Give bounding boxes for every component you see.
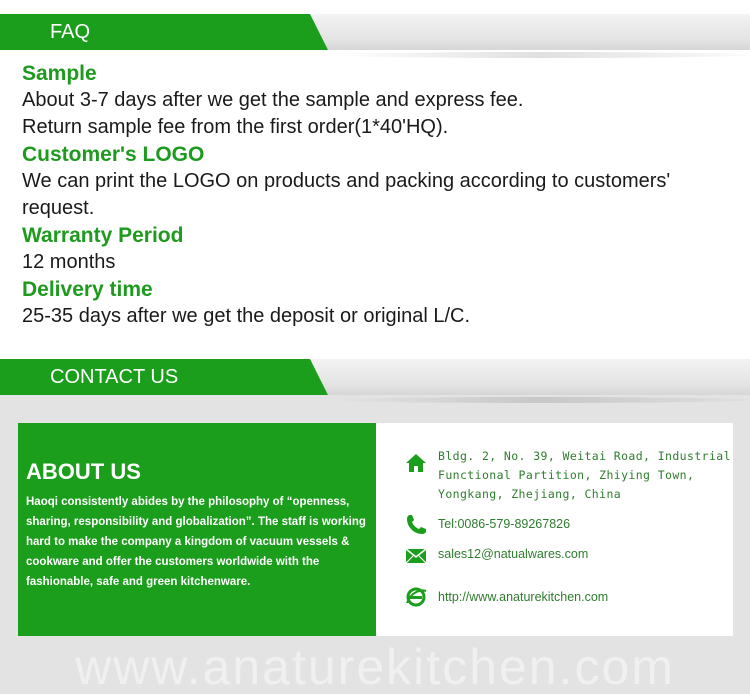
contact-header-bar [0, 359, 750, 395]
faq-list [22, 60, 742, 330]
address-line: Functional Partition, Zhiying Town, [438, 468, 695, 482]
faq-question: Delivery time [22, 278, 153, 301]
faq-answer: 12 months [22, 251, 116, 273]
envelope-icon [404, 544, 428, 568]
faq-answer: request. [22, 197, 95, 219]
about-us-text: Haoqi consistently abides by the philosophy of “openness, sharing, responsibility and globalization”. The staff is working hard to make the company a kingdom of vacuum vessels & cookware and offer the customers worldwide with the fashionable, safe and green kitchenware. [26, 496, 366, 588]
faq-header-title: FAQ [50, 21, 91, 43]
faq-answer: We can print the LOGO on products and packing according to customers' [22, 170, 671, 192]
about-us-title: ABOUT US [26, 459, 141, 484]
faq-answer: 25-35 days after we get the deposit or original L/C. [22, 305, 471, 327]
header-shadow [330, 397, 750, 403]
phone-icon [404, 513, 428, 537]
browser-icon [404, 585, 428, 609]
address-line: Bldg. 2, No. 39, Weitai Road, Industrial [438, 449, 731, 463]
email-link[interactable]: sales12@natualwares.com [438, 547, 589, 561]
address-line: Yongkang, Zhejiang, China [438, 487, 622, 501]
faq-header-bar [0, 14, 750, 50]
header-shadow [330, 52, 750, 58]
contact-info-panel [376, 423, 733, 636]
faq-question: Sample [22, 62, 97, 85]
website-link[interactable]: http://www.anaturekitchen.com [438, 590, 609, 604]
about-us-panel [18, 423, 376, 636]
home-icon [404, 451, 428, 475]
watermark-text: www.anaturekitchen.com [75, 639, 675, 695]
contact-header-title: CONTACT US [50, 366, 179, 388]
faq-answer: Return sample fee from the first order(1*40'HQ). [22, 116, 449, 138]
faq-question: Customer's LOGO [22, 143, 205, 166]
faq-question: Warranty Period [22, 224, 184, 247]
tel-text: Tel:0086-579-89267826 [438, 517, 571, 531]
faq-answer: About 3-7 days after we get the sample and express fee. [22, 89, 524, 111]
